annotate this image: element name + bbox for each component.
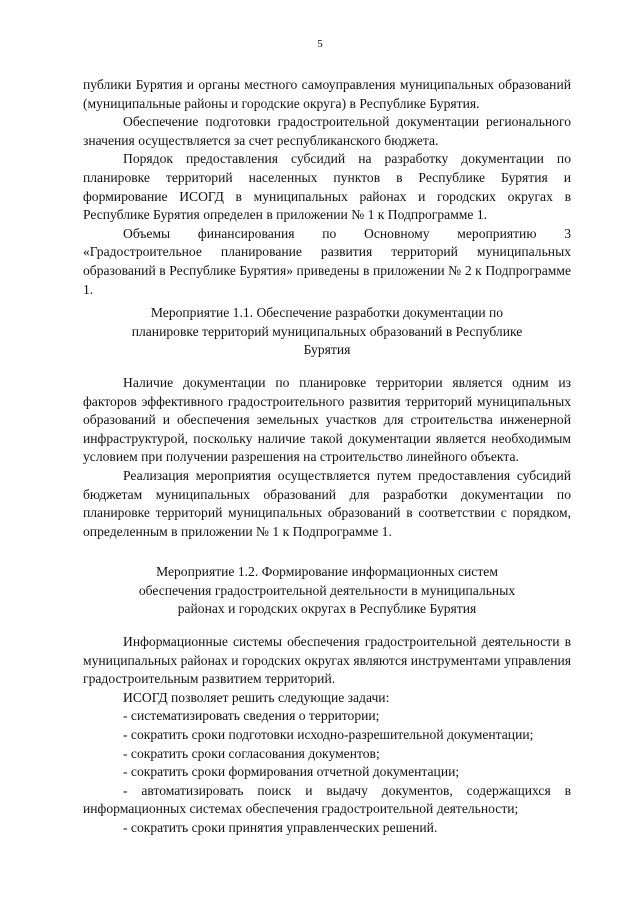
list-item: - сократить сроки формирования отчетной документации; xyxy=(123,764,460,780)
list-item: - сократить сроки согласования документов; xyxy=(123,745,380,761)
section-heading-1-2 xyxy=(83,563,571,619)
list-item: - автоматизировать поиск и выдачу документов, содержащихся в информационных системах обеспечения градостроительной деятельности; xyxy=(83,782,571,817)
section-1-1-body xyxy=(83,374,571,541)
heading-line: обеспечения градостроительной деятельности в муниципальных xyxy=(138,582,516,598)
section-1-2-body xyxy=(83,633,571,838)
section-heading-1-1 xyxy=(83,304,571,360)
heading-line: районах и городских округах в Республике Бурятия xyxy=(177,601,477,617)
list-item: - сократить сроки принятия управленческих решений. xyxy=(123,819,438,835)
page-number: 5 xyxy=(317,38,323,50)
intro-section xyxy=(83,76,571,299)
paragraph: Информационные системы обеспечения градостроительной деятельности в муниципальных районах и городских округах являются инструментами управления градостроительным развитием территорий. xyxy=(83,634,571,687)
paragraph: Порядок предоставления субсидий на разработку документации по планировке территорий населенных пунктов в Республике Бурятия и формирование ИСОГД в муниципальных районах и городских округах в Республике Бурятия определен в приложении № 1 к Подпрограмме 1. xyxy=(83,151,571,223)
list-item: - сократить сроки подготовки исходно-разрешительной документации; xyxy=(123,726,534,742)
heading-line: планировке территорий муниципальных образований в Республике xyxy=(131,323,523,339)
paragraph: ИСОГД позволяет решить следующие задачи: xyxy=(123,689,390,705)
heading-line: Бурятия xyxy=(303,342,351,358)
heading-line: Мероприятие 1.2. Формирование информационных систем xyxy=(156,564,498,579)
paragraph: публики Бурятия и органы местного самоуправления муниципальных образований (муниципальные районы и городские округа) в Республике Бурятия. xyxy=(83,77,571,111)
heading-line: Мероприятие 1.1. Обеспечение разработки документации по xyxy=(150,305,504,320)
paragraph: Наличие документации по планировке территории является одним из факторов эффективного градостроительного развития территорий муниципальных образований и обеспечения земельных участков для строительства инженерной инфраструктурой, поскольку наличие такой документации является необходимым условием при получении разрешения на строительство линейного объекта. xyxy=(83,375,571,465)
paragraph: Обеспечение подготовки градостроительной документации регионального значения осуществляется за счет республиканского бюджета. xyxy=(83,114,571,148)
list-item: - систематизировать сведения о территории; xyxy=(123,708,380,724)
paragraph: Реализация мероприятия осуществляется путем предоставления субсидий бюджетам муниципальных образований для разработки документации по планировке территорий муниципальных образований в соответствии с порядком, определенным в приложении № 1 к Подпрограмме 1. xyxy=(83,467,571,539)
paragraph: Объемы финансирования по Основному мероприятию 3 «Градостроительное планирование развития территорий муниципальных образований в Республике Бурятия» приведены в приложении № 2 к Подпрограмме 1. xyxy=(83,225,571,297)
